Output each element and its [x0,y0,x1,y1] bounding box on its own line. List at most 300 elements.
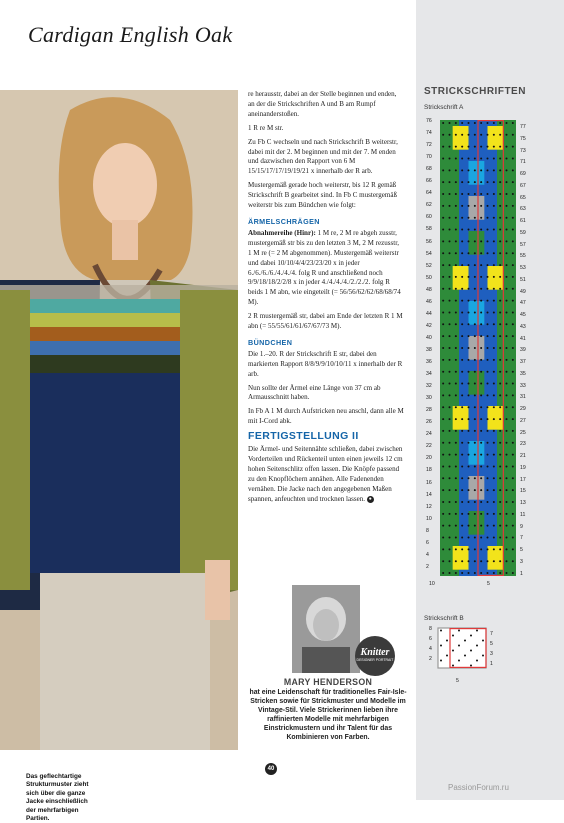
chart-a-stitch-dot [487,323,489,325]
chart-a-stitch-dot [474,430,476,432]
chart-a-stitch-dot [506,371,508,373]
chart-a-stitch-dot [461,489,463,491]
chart-a-stitch-dot [455,288,457,290]
chart-a-stitch-dot [487,560,489,562]
chart-a-row-label: 17 [520,476,526,483]
chart-a-stitch-dot [455,430,457,432]
chart-a-stitch-dot [506,430,508,432]
chart-a-stitch-dot [506,205,508,207]
chart-a-stitch-dot [506,122,508,124]
chart-a-stitch-dot [480,513,482,515]
instructions-paragraph: Die 1.–20. R der Strickschrift E str, dabei den markierten Rapport 8/8/9/9/10/10/11 x innerhalb der R arb. [248,349,403,378]
chart-a-stitch-dot [461,217,463,219]
chart-a-row-label: 74 [426,130,432,137]
chart-a-stitch-dot [512,418,514,420]
chart-a-grid [440,120,516,576]
chart-a-stitch-dot [499,264,501,266]
chart-a-stitch-dot [506,465,508,467]
chart-a-stitch-dot [499,252,501,254]
chart-a-stitch-dot [442,465,444,467]
abnahme-label: Abnahmereihe (Hinr): [248,228,316,237]
chart-a-stitch-dot [442,371,444,373]
chart-a-stitch-dot [468,240,470,242]
chart-a-stitch-dot [506,572,508,574]
chart-a-stitch-dot [449,548,451,550]
chart-a-stitch-dot [506,537,508,539]
chart-a-row-label: 52 [426,262,432,269]
chart-a-stitch-dot [461,122,463,124]
chart-a-stitch-dot [487,394,489,396]
charts-panel [416,0,564,800]
chart-a-stitch-dot [455,122,457,124]
chart-b-stitch-dot [458,660,460,662]
chart-a-stitch-dot [480,560,482,562]
chart-a-row-label: 38 [426,346,432,353]
chart-a-stitch-dot [442,477,444,479]
chart-a-stitch-dot [474,359,476,361]
chart-a-stitch-dot [480,359,482,361]
chart-a-stitch-dot [506,560,508,562]
chart-a-stitch-dot [449,383,451,385]
chart-a-stitch-dot [506,240,508,242]
chart-a-stitch-dot [499,537,501,539]
chart-a-stitch-dot [461,229,463,231]
chart-a-stitch-dot [455,181,457,183]
chart-a-stitch-dot [461,501,463,503]
chart-a-row-label: 13 [520,500,526,506]
chart-a-row-label: 53 [520,265,526,271]
fertigstellung-text: Die Ärmel- und Seitennähte schließen, dabei zwischen Vorderteilen und Rückenteil unten einen jeweils 12 cm hohen Seitenschlitz offen lassen. Die Knöpfe passend zu den Knopflöchern annähen. Alle Fadenenden vernähen. Die Jacke nach den angegebenen Maßen spannen, anfeuchten und trocknen lassen. [248,445,403,503]
chart-a-stitch-dot [480,276,482,278]
chart-a-row-label: 31 [520,394,526,401]
chart-a-stitch-dot [455,157,457,159]
chart-a-stitch-dot [506,418,508,420]
chart-a-stitch-dot [493,311,495,313]
chart-a-stitch-dot [512,359,514,361]
chart-a-row-label: 56 [426,238,432,245]
instructions-paragraph [248,445,404,504]
chart-a-row-label: 29 [520,406,526,412]
chart-a-stitch-dot [468,217,470,219]
chart-a-stitch-dot [468,359,470,361]
chart-a-stitch-dot [512,181,514,183]
chart-a-stitch-dot [506,169,508,171]
chart-a-row-label: 8 [426,527,429,534]
chart-a-stitch-dot [493,418,495,420]
watermark: PassionForum.ru [448,783,509,792]
chart-a-stitch-dot [455,371,457,373]
chart-a-stitch-dot [468,146,470,148]
chart-a-stitch-dot [487,276,489,278]
chart-a-stitch-dot [493,430,495,432]
chart-a-stitch-dot [442,193,444,195]
chart-a-stitch-dot [499,323,501,325]
chart-b-stitch-dot [440,660,442,662]
chart-a-stitch-dot [474,193,476,195]
chart-b-stitch-dot [470,650,472,652]
chart-a-row-label: 5 [520,547,523,553]
chart-a-row-label: 10 [426,515,432,522]
chart-a-block [453,406,469,430]
chart-a-stitch-dot [512,442,514,444]
chart-a-stitch-dot [512,323,514,325]
chart-a-row-label: 64 [426,190,432,197]
chart-a-stitch-dot [442,181,444,183]
chart-a-stitch-dot [442,560,444,562]
instructions-column [248,90,404,509]
chart-a-stitch-dot [499,335,501,337]
chart-a-stitch-dot [493,489,495,491]
chart-a-stitch-dot [468,205,470,207]
chart-a-stitch-dot [468,122,470,124]
chart-a-stitch-dot [449,501,451,503]
chart-a-stitch-dot [480,371,482,373]
chart-a-stitch-dot [468,371,470,373]
chart-a-row-label: 11 [520,511,526,518]
chart-a-stitch-dot [449,371,451,373]
chart-a-stitch-dot [506,300,508,302]
chart-a-bottom-label: 10 [429,581,435,587]
chart-a-stitch-dot [487,240,489,242]
chart-a-row-label: 24 [426,431,432,438]
chart-a-row-label: 30 [426,395,432,402]
chart-a-stitch-dot [480,134,482,136]
chart-a-stitch-dot [468,157,470,159]
chart-a-stitch-dot [506,276,508,278]
page-title: Cardigan English Oak [28,22,233,47]
chart-a-stitch-dot [487,371,489,373]
chart-a-stitch-dot [480,383,482,385]
chart-a-stitch-dot [487,335,489,337]
chart-a-stitch-dot [455,454,457,456]
chart-a-stitch-dot [487,181,489,183]
chart-a-row-label: 46 [426,298,432,305]
chart-a-stitch-dot [461,525,463,527]
chart-b-row-label: 2 [429,656,432,662]
chart-a-stitch-dot [487,252,489,254]
chart-a-stitch-dot [493,335,495,337]
chart-a-stitch-dot [468,229,470,231]
chart-a-stitch-dot [449,560,451,562]
chart-a-stitch-dot [512,537,514,539]
chart-b-stitch-dot [452,650,454,652]
chart-a-stitch-dot [512,122,514,124]
chart-a-stitch-dot [474,560,476,562]
chart-a-stitch-dot [499,205,501,207]
instructions-paragraph: 2 R mustergemäß str, dabei am Ende der letzten R 1 M abn (= 55/55/61/61/67/67/73 M). [248,312,403,331]
chart-a-stitch-dot [512,454,514,456]
chart-a-stitch-dot [442,489,444,491]
chart-a-stitch-dot [480,205,482,207]
chart-a-row-label: 66 [426,178,432,185]
chart-a-stitch-dot [506,394,508,396]
chart-a-stitch-dot [474,229,476,231]
chart-a-stitch-dot [474,311,476,313]
chart-a-row-label: 44 [426,310,432,317]
chart-a-stitch-dot [480,323,482,325]
chart-a-stitch-dot [449,181,451,183]
chart-b-row-label: 4 [429,646,432,652]
chart-a-block [453,266,469,290]
chart-a-block [469,231,485,255]
chart-a-row-label: 63 [520,206,526,213]
chart-a-block [488,266,504,290]
chart-a-stitch-dot [493,406,495,408]
chart-a-stitch-dot [493,122,495,124]
chart-a-stitch-dot [512,501,514,503]
chart-a-stitch-dot [506,311,508,313]
chart-a-row-label: 61 [520,218,526,224]
chart-b-stitch-dot [452,635,454,637]
chart-a-stitch-dot [499,217,501,219]
chart-b-stitch-dot [440,645,442,647]
instructions-paragraph: 1 R re M str. [248,123,284,132]
chart-a-stitch-dot [468,489,470,491]
chart-a-stitch-dot [480,169,482,171]
chart-a-stitch-dot [493,525,495,527]
chart-a-stitch-dot [506,229,508,231]
chart-a-stitch-dot [499,276,501,278]
chart-a-stitch-dot [499,501,501,503]
chart-a-stitch-dot [474,371,476,373]
chart-a-stitch-dot [455,513,457,515]
chart-a-stitch-dot [512,572,514,574]
chart-a-stitch-dot [461,264,463,266]
badge-subtitle: DESIGNER PORTRAIT [356,658,394,662]
chart-b-grid [438,628,486,668]
chart-a-stitch-dot [468,264,470,266]
chart-a-stitch-dot [506,181,508,183]
chart-a-stitch-dot [449,525,451,527]
chart-a-stitch-dot [499,442,501,444]
chart-a-stitch-dot [506,264,508,266]
chart-a-stitch-dot [461,406,463,408]
chart-a-stitch-dot [487,359,489,361]
chart-a-stitch-dot [449,537,451,539]
chart-a-stitch-dot [493,548,495,550]
chart-a-stitch-dot [455,300,457,302]
chart-a-stitch-dot [480,240,482,242]
chart-a-stitch-dot [468,394,470,396]
chart-a-row-label: 23 [520,441,526,448]
chart-b-stitch-dot [470,665,472,667]
chart-a-stitch-dot [449,477,451,479]
chart-a-row-label: 55 [520,253,526,260]
chart-a-row-label: 14 [426,491,432,498]
instructions-paragraph [248,229,404,308]
chart-a-stitch-dot [480,335,482,337]
instructions-paragraph: Zu Fb C wechseln und nach Strickschrift B weiterstr, dabei mit der 2. M beginnen und mit der 7. M enden und dazwischen den Rapport von 6 M 15/15/17/17/19/19/21 x innerhalb der R arb. [248,137,398,176]
chart-a-row-label: 50 [426,274,432,281]
chart-a-stitch-dot [487,537,489,539]
chart-a-stitch-dot [449,205,451,207]
chart-a-row-label: 41 [520,335,526,342]
chart-a-stitch-dot [506,288,508,290]
chart-a-stitch-dot [461,181,463,183]
chart-b-stitch-dot [458,630,460,632]
chart-a-stitch-dot [506,406,508,408]
end-mark-icon: ● [368,496,372,502]
chart-a-stitch-dot [512,252,514,254]
chart-a-stitch-dot [480,146,482,148]
chart-a-stitch-dot [474,442,476,444]
chart-a-stitch-dot [455,347,457,349]
chart-a-stitch-dot [512,465,514,467]
chart-a-stitch-dot [506,146,508,148]
chart-a-stitch-dot [493,276,495,278]
chart-a-stitch-dot [455,501,457,503]
chart-a-row-label: 26 [426,419,432,426]
chart-a-stitch-dot [512,134,514,136]
section-heading-aermelschraegen: ÄRMELSCHRÄGEN [248,216,320,226]
chart-a-stitch-dot [474,394,476,396]
chart-a-stitch-dot [487,169,489,171]
chart-a-stitch-dot [499,169,501,171]
chart-a-stitch-dot [487,442,489,444]
chart-a-row-label: 9 [520,523,523,530]
chart-a-row-label: 39 [520,347,526,354]
chart-a-stitch-dot [461,300,463,302]
chart-a-stitch-dot [442,157,444,159]
chart-a-row-label: 45 [520,312,526,318]
chart-a-stitch-dot [442,146,444,148]
chart-a-stitch-dot [455,489,457,491]
chart-a-stitch-dot [480,477,482,479]
chart-a-stitch-dot [512,347,514,349]
chart-a-stitch-dot [455,311,457,313]
chart-a-stitch-dot [487,205,489,207]
chart-a-stitch-dot [487,122,489,124]
chart-a-stitch-dot [493,217,495,219]
chart-b-bottom-label: 5 [456,678,459,684]
chart-a-stitch-dot [461,169,463,171]
chart-a-stitch-dot [506,525,508,527]
chart-a-row-label: 36 [426,359,432,365]
chart-a-stitch-dot [499,418,501,420]
chart-a-stitch-dot [461,560,463,562]
chart-a-stitch-dot [487,347,489,349]
chart-a-stitch-dot [499,560,501,562]
chart-a-stitch-dot [506,513,508,515]
chart-a-stitch-dot [512,217,514,219]
chart-a-stitch-dot [493,300,495,302]
chart-a-stitch-dot [442,122,444,124]
chart-b-row-label: 1 [490,661,493,667]
chart-a-stitch-dot [487,430,489,432]
chart-a-stitch-dot [506,323,508,325]
chart-a-stitch-dot [468,134,470,136]
chart-a-stitch-dot [468,347,470,349]
chart-a-stitch-dot [461,394,463,396]
chart-a-stitch-dot [468,193,470,195]
chart-a-stitch-dot [512,548,514,550]
chart-a-stitch-dot [487,217,489,219]
chart-a-row-label: 43 [520,323,526,330]
chart-a-stitch-dot [506,454,508,456]
chart-a-stitch-dot [474,169,476,171]
chart-a-row-label: 68 [426,166,432,173]
chart-a-stitch-dot [506,548,508,550]
chart-a-row-label: 4 [426,551,429,558]
chart-a-stitch-dot [487,146,489,148]
chart-a-stitch-dot [480,489,482,491]
chart-a-row-label: 35 [520,370,526,377]
chart-a-stitch-dot [468,276,470,278]
chart-a-row-label: 6 [426,539,429,546]
chart-a-stitch-dot [493,181,495,183]
chart-a-label: Strickschrift A [424,104,464,111]
chart-a-stitch-dot [493,359,495,361]
chart-a-stitch-dot [499,311,501,313]
chart-a-stitch-dot [442,323,444,325]
chart-a-row-label: 58 [426,226,432,233]
chart-a-stitch-dot [493,477,495,479]
chart-a-stitch-dot [449,252,451,254]
chart-a-stitch-dot [499,371,501,373]
chart-a-stitch-dot [512,300,514,302]
chart-a-stitch-dot [512,169,514,171]
chart-a-stitch-dot [512,288,514,290]
chart-a-stitch-dot [512,430,514,432]
chart-a-stitch-dot [474,347,476,349]
chart-a-row-label: 25 [520,429,526,436]
chart-b-stitch-dot [440,630,442,632]
chart-a-stitch-dot [480,347,482,349]
chart-a-stitch-dot [480,430,482,432]
chart-a-stitch-dot [480,300,482,302]
chart-a-stitch-dot [455,169,457,171]
chart-a-stitch-dot [461,537,463,539]
chart-a-row-label: 42 [426,322,432,329]
chart-a-stitch-dot [474,122,476,124]
chart-a-row-label: 73 [520,147,526,154]
chart-a-stitch-dot [449,323,451,325]
chart-a-stitch-dot [506,501,508,503]
model-photo [0,90,238,823]
chart-a-stitch-dot [468,383,470,385]
chart-a-stitch-dot [461,442,463,444]
chart-a-stitch-dot [480,465,482,467]
chart-a-stitch-dot [474,181,476,183]
chart-a-stitch-dot [474,157,476,159]
chart-a-stitch-dot [506,489,508,491]
chart-a-stitch-dot [506,442,508,444]
chart-a-stitch-dot [512,205,514,207]
chart-a-stitch-dot [449,300,451,302]
chart-a-stitch-dot [474,406,476,408]
chart-a-stitch-dot [455,229,457,231]
chart-a-stitch-dot [487,311,489,313]
chart-a-stitch-dot [442,430,444,432]
chart-a-stitch-dot [512,311,514,313]
chart-a-stitch-dot [474,477,476,479]
chart-a-stitch-dot [474,252,476,254]
chart-a-stitch-dot [455,264,457,266]
chart-a-stitch-dot [449,418,451,420]
chart-a-stitch-dot [493,513,495,515]
chart-a-stitch-dot [499,359,501,361]
chart-b-row-label: 3 [490,651,493,657]
chart-a-stitch-dot [493,146,495,148]
chart-a-stitch-dot [449,229,451,231]
chart-a-stitch-dot [442,418,444,420]
chart-a-stitch-dot [442,217,444,219]
chart-a-stitch-dot [461,240,463,242]
chart-a-row-label: 76 [426,118,432,124]
chart-a-stitch-dot [474,454,476,456]
chart-a-stitch-dot [512,477,514,479]
author-bio: hat eine Leidenschaft für traditionelles Fair-Isle-Stricken sowie für Strickmuster und Modelle im Vintage-Stil. Viele Strickerinnen lieben ihre raffinierten Modelle mit mehrfarbigen Einstrickmustern und ihr Talent für das Kombinieren von Farben. [249,689,407,741]
